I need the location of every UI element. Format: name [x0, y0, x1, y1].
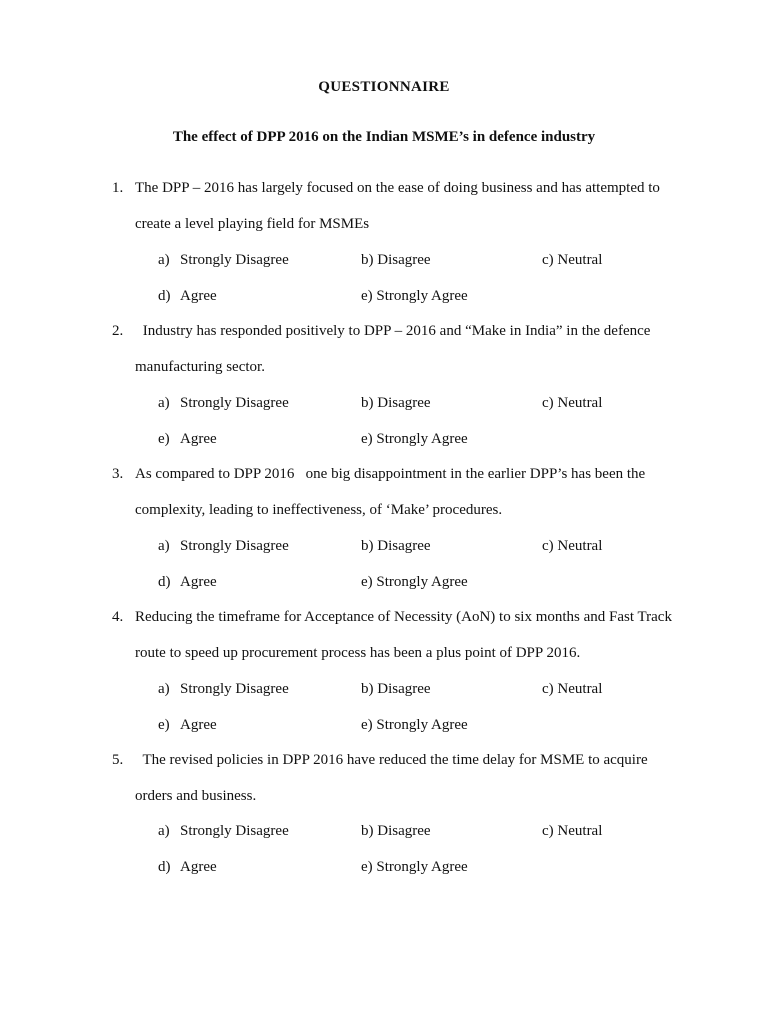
question-text-line2: complexity, leading to ineffectiveness, of ‘Make’ procedures.	[135, 502, 503, 518]
option-c[interactable]	[542, 821, 602, 841]
option-label: Strongly Disagree	[180, 681, 289, 697]
page-title: QUESTIONNAIRE	[318, 79, 450, 95]
option-label: Strongly Disagree	[180, 823, 289, 839]
question-text-line2: orders and business.	[135, 788, 257, 804]
question-text-line1: The DPP – 2016 has largely focused on the ease of doing business and has attempted to	[135, 180, 660, 196]
option-label: Strongly Disagree	[180, 538, 289, 554]
option-letter: e)	[361, 859, 373, 875]
option-letter: a)	[158, 538, 170, 554]
option-label: Agree	[180, 717, 217, 733]
option-letter: b)	[361, 395, 374, 411]
option-letter: b)	[361, 538, 374, 554]
option-d[interactable]	[158, 429, 217, 449]
option-label: Strongly Agree	[376, 859, 468, 875]
option-b[interactable]	[361, 821, 431, 841]
option-label: Strongly Agree	[376, 574, 468, 590]
option-a[interactable]	[158, 250, 289, 270]
option-d[interactable]	[158, 857, 217, 877]
question-text-line1: As compared to DPP 2016 one big disappointment in the earlier DPP’s has been the	[135, 466, 646, 482]
option-letter: c)	[542, 252, 554, 268]
option-b[interactable]	[361, 536, 431, 556]
option-letter: e)	[158, 431, 170, 447]
question-number: 4.	[112, 609, 124, 625]
question-text-line2: create a level playing field for MSMEs	[135, 216, 370, 232]
option-a[interactable]	[158, 536, 289, 556]
option-letter: b)	[361, 252, 374, 268]
question-number: 3.	[112, 466, 124, 482]
option-c[interactable]	[542, 679, 602, 699]
page-subtitle: The effect of DPP 2016 on the Indian MSME’s in defence industry	[172, 129, 596, 145]
option-letter: e)	[361, 717, 373, 733]
question-number: 5.	[112, 752, 124, 768]
option-letter: e)	[361, 288, 373, 304]
option-letter: a)	[158, 681, 170, 697]
option-label: Strongly Agree	[376, 431, 468, 447]
option-label: Disagree	[377, 681, 431, 697]
option-letter: b)	[361, 823, 374, 839]
option-e[interactable]	[361, 286, 468, 306]
option-label: Agree	[180, 574, 217, 590]
option-label: Neutral	[557, 681, 603, 697]
option-letter: c)	[542, 538, 554, 554]
option-label: Neutral	[557, 395, 603, 411]
option-d[interactable]	[158, 715, 217, 735]
option-letter: b)	[361, 681, 374, 697]
option-letter: a)	[158, 252, 170, 268]
option-label: Neutral	[557, 823, 603, 839]
option-c[interactable]	[542, 250, 602, 270]
option-label: Agree	[180, 288, 217, 304]
option-label: Strongly Disagree	[180, 395, 289, 411]
question-text-line1: Industry has responded positively to DPP – 2016 and “Make in India” in the defence	[139, 323, 651, 339]
option-b[interactable]	[361, 679, 431, 699]
option-label: Neutral	[557, 252, 603, 268]
option-e[interactable]	[361, 715, 468, 735]
option-label: Disagree	[377, 252, 431, 268]
option-label: Strongly Agree	[376, 717, 468, 733]
question-text-line1: Reducing the timeframe for Acceptance of Necessity (AoN) to six months and Fast Track	[135, 609, 672, 625]
option-e[interactable]	[361, 857, 468, 877]
option-label: Agree	[180, 431, 217, 447]
option-letter: e)	[361, 574, 373, 590]
option-c[interactable]	[542, 393, 602, 413]
option-e[interactable]	[361, 429, 468, 449]
option-label: Disagree	[377, 538, 431, 554]
option-b[interactable]	[361, 250, 431, 270]
option-letter: a)	[158, 395, 170, 411]
question-number: 2.	[112, 323, 124, 339]
option-letter: a)	[158, 823, 170, 839]
question-text-line2: manufacturing sector.	[135, 359, 265, 375]
option-letter: d)	[158, 574, 171, 590]
option-letter: e)	[361, 431, 373, 447]
option-letter: d)	[158, 859, 171, 875]
option-d[interactable]	[158, 286, 217, 306]
option-b[interactable]	[361, 393, 431, 413]
option-label: Neutral	[557, 538, 603, 554]
option-e[interactable]	[361, 572, 468, 592]
option-a[interactable]	[158, 393, 289, 413]
question-number: 1.	[112, 180, 124, 196]
question-text-line2: route to speed up procurement process has been a plus point of DPP 2016.	[135, 645, 581, 661]
option-label: Disagree	[377, 395, 431, 411]
option-a[interactable]	[158, 821, 289, 841]
option-label: Strongly Agree	[376, 288, 468, 304]
option-letter: c)	[542, 395, 554, 411]
option-c[interactable]	[542, 536, 602, 556]
option-label: Agree	[180, 859, 217, 875]
option-a[interactable]	[158, 679, 289, 699]
option-letter: c)	[542, 823, 554, 839]
option-letter: c)	[542, 681, 554, 697]
option-label: Disagree	[377, 823, 431, 839]
option-letter: e)	[158, 717, 170, 733]
option-d[interactable]	[158, 572, 217, 592]
question-text-line1: The revised policies in DPP 2016 have reduced the time delay for MSME to acquire	[139, 752, 648, 768]
option-label: Strongly Disagree	[180, 252, 289, 268]
option-letter: d)	[158, 288, 171, 304]
